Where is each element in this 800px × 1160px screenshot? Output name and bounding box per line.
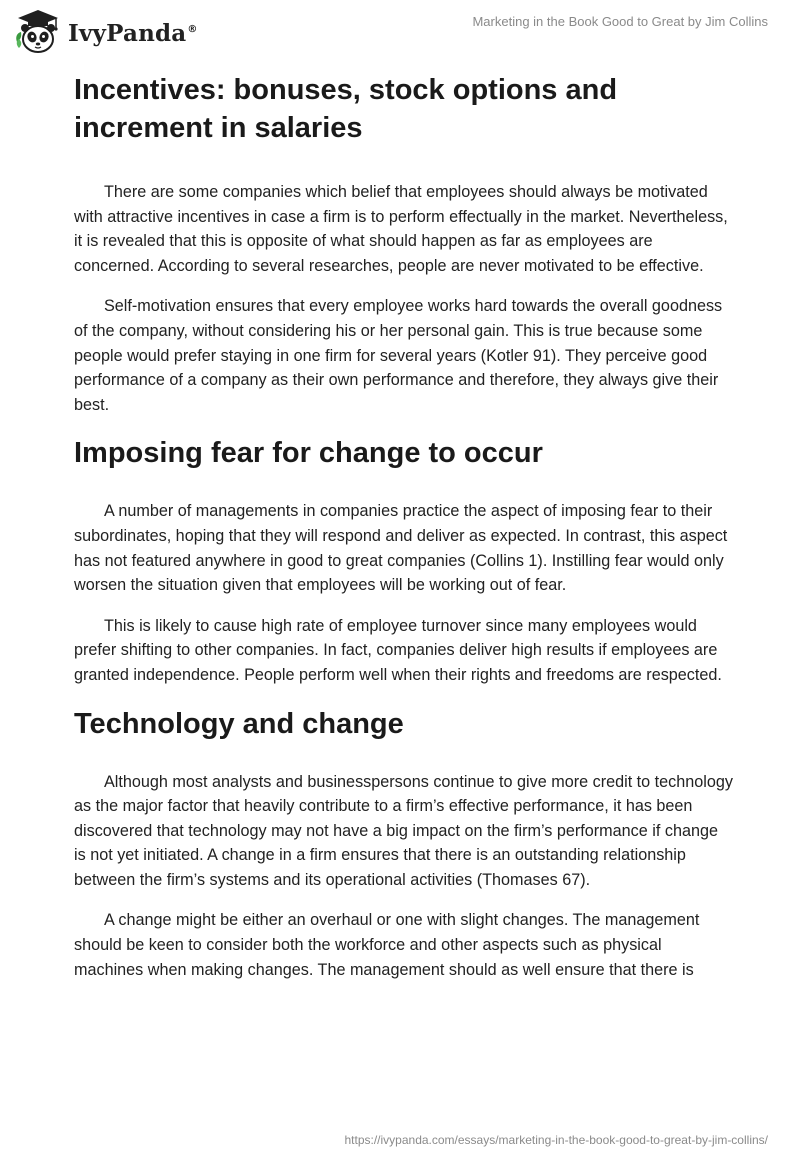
paragraph: A change might be either an overhaul or one with slight changes. The management should be keen to consider both the workforce and other aspects such as physical machines when making changes. The management should as well ensure that there is: [74, 911, 700, 979]
source-url-link[interactable]: https://ivypanda.com/essays/marketing-in-the-book-good-to-great-by-jim-collins/: [344, 1133, 768, 1147]
logo-wordmark: IvyPanda®: [68, 19, 198, 47]
essay-body: [74, 71, 734, 998]
paragraph: There are some companies which belief that employees should always be motivated with attractive incentives in case a firm is to perform effectually in the market. Nevertheless, it is revealed that this is opposite of what should happen as far as employees are concerned. According to several researches, people are never motivated to be effective.: [74, 183, 728, 275]
paragraph: A number of managements in companies practice the aspect of imposing fear to their subordinates, hoping that they will respond and deliver as expected. In contrast, this aspect has not featured anywhere in good to great companies (Collins 1). Instilling fear would only worsen the situation given that employees will be working out of fear.: [74, 502, 728, 595]
section-heading: Incentives: bonuses, stock options and increment in salaries: [74, 74, 618, 144]
paragraph: Although most analysts and businesspersons continue to give more credit to technology as the major factor that heavily contribute to a firm’s effective performance, it has been discovered that technology may not have a big impact on the firm’s performance if change is not yet initiated. A change in a firm ensures that there is an outstanding relationship between the firm’s systems and its operational activities (Thomases 67).: [74, 772, 733, 889]
panda-graduate-icon: [14, 8, 62, 56]
paragraph: This is likely to cause high rate of employee turnover since many employees would prefer shifting to other companies. In fact, companies deliver high results if employees are granted independence. People perform well when their rights and freedoms are respected.: [74, 616, 722, 684]
document-title: Marketing in the Book Good to Great by Jim Collins: [472, 14, 768, 29]
paragraph: Self-motivation ensures that every employee works hard towards the overall goodness of the company, without considering his or her personal gain. This is true because some people would prefer staying in one firm for several years (Kotler 91). They perceive good performance of a company as their own performance and therefore, they always give their best.: [74, 297, 723, 414]
section-heading: Technology and change: [74, 707, 404, 740]
section-heading: Imposing fear for change to occur: [74, 437, 543, 470]
page-header: [0, 0, 800, 60]
ivypanda-logo[interactable]: [14, 8, 198, 56]
